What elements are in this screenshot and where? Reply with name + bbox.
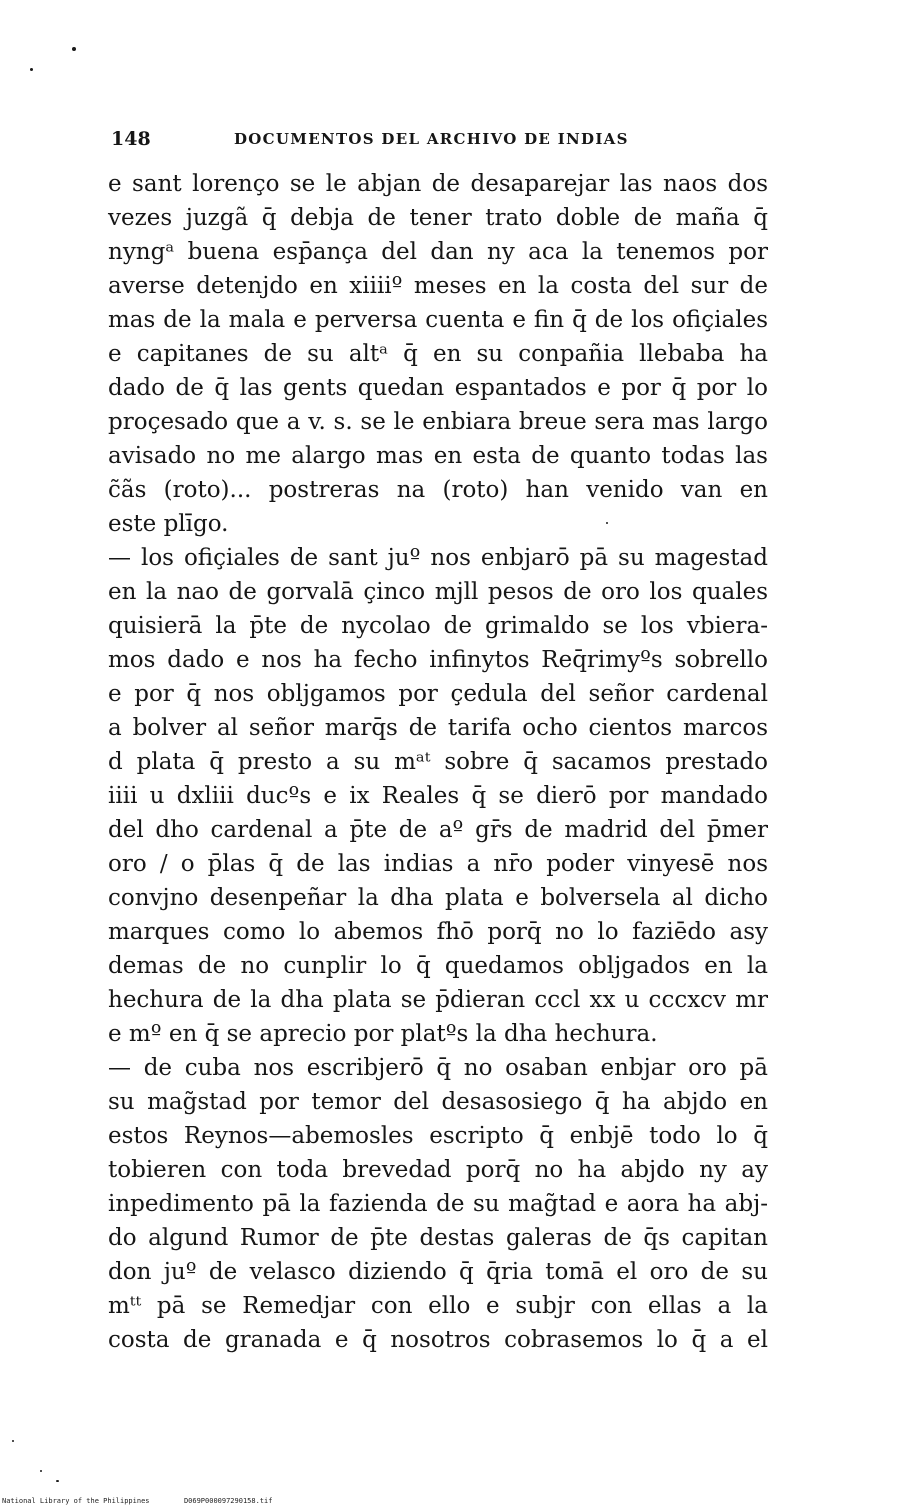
text-line: proçesado que a v. s. se le enbiara breue sera mas largo bbox=[108, 409, 768, 435]
text-line: este plīgo. bbox=[108, 511, 229, 537]
text-line: a bolver al señor marq̄s de tarifa ocho cientos marcos bbox=[108, 715, 768, 741]
scan-speck bbox=[12, 1440, 14, 1442]
text-line: e por q̄ nos obljgamos por çedula del señor cardenal bbox=[108, 681, 768, 707]
scan-speck bbox=[606, 522, 608, 524]
file-id: D069P000097290158.tif bbox=[183, 1497, 273, 1505]
text-line: iiii u dxliii ducºs e ix Reales q̄ se dierō por mandado bbox=[108, 783, 768, 809]
text-line: convjno desenpeñar la dha plata e bolversela al dicho bbox=[108, 885, 768, 911]
text-line: avisado no me alargo mas en esta de quanto todas las bbox=[108, 443, 768, 469]
text-line: tobieren con toda brevedad porq̄ no ha abjdo ny ay bbox=[108, 1157, 768, 1183]
body-text bbox=[108, 167, 768, 1357]
text-line: e mº en q̄ se aprecio por platºs la dha hechura. bbox=[108, 1021, 658, 1047]
scan-speck bbox=[30, 68, 33, 71]
text-line: c̃ãs (roto)... postreras na (roto) han venido van en bbox=[108, 477, 768, 503]
library-stamp: National Library of the Philippines bbox=[2, 1497, 150, 1505]
scan-speck bbox=[72, 47, 76, 51]
text-line: inpedimento pā la fazienda de su mag̃tad e aora ha abj- bbox=[108, 1191, 768, 1217]
text-line: del dho cardenal a p̄te de aº gr̄s de madrid del p̄mer bbox=[108, 817, 768, 843]
text-line: estos Reynos—abemosles escripto q̄ enbjē todo lo q̄ bbox=[108, 1123, 768, 1149]
text-line: en la nao de gorvalā çinco mjll pesos de oro los quales bbox=[108, 579, 768, 605]
text-line: su mag̃stad por temor del desasosiego q̄ ha abjdo en bbox=[108, 1089, 768, 1115]
scan-footer bbox=[2, 1497, 272, 1505]
text-line: e sant lorenço se le abjan de desaparejar las naos dos bbox=[108, 171, 768, 197]
text-line: oro / o p̄las q̄ de las indias a nr̄o poder vinyesē nos bbox=[108, 851, 768, 877]
text-line: mos dado e nos ha fecho infinytos Req̄rimyºs sobrello bbox=[108, 647, 768, 673]
text-line: — los ofiçiales de sant juº nos enbjarō pā su magestad bbox=[108, 545, 768, 571]
text-line: hechura de la dha plata se p̄dieran cccl xx u cccxcv mr bbox=[108, 987, 768, 1013]
text-line: costa de granada e q̄ nosotros cobrasemos lo q̄ a el bbox=[108, 1327, 768, 1353]
text-line: d plata q̄ presto a su mᵃᵗ sobre q̄ sacamos prestado bbox=[108, 749, 768, 775]
page-number: 148 bbox=[111, 128, 151, 150]
text-line: nyngᵃ buena esp̄ança del dan ny aca la tenemos por bbox=[108, 239, 768, 265]
text-line: mas de la mala e perversa cuenta e fin q̄ de los ofiçiales bbox=[108, 307, 768, 333]
running-title: DOCUMENTOS DEL ARCHIVO DE INDIAS bbox=[234, 130, 629, 148]
scan-speck bbox=[56, 1480, 59, 1482]
text-line: don juº de velasco diziendo q̄ q̄ria tomā el oro de su bbox=[108, 1259, 768, 1285]
scan-speck bbox=[40, 1470, 42, 1472]
text-line: dado de q̄ las gents quedan espantados e por q̄ por lo bbox=[108, 375, 768, 401]
text-line: — de cuba nos escribjerō q̄ no osaban enbjar oro pā bbox=[108, 1055, 768, 1081]
text-line: marques como lo abemos fhō porq̄ no lo faziēdo asy bbox=[108, 919, 768, 945]
text-line: do algund Rumor de p̄te destas galeras de q̄s capitan bbox=[108, 1225, 768, 1251]
text-line: averse detenjdo en xiiiiº meses en la costa del sur de bbox=[108, 273, 768, 299]
text-line: quisierā la p̄te de nycolao de grimaldo se los vbiera- bbox=[108, 613, 768, 639]
text-line: demas de no cunplir lo q̄ quedamos obljgados en la bbox=[108, 953, 768, 979]
text-line: mᵗᵗ pā se Remedjar con ello e subjr con ellas a la bbox=[108, 1293, 768, 1319]
text-line: e capitanes de su altᵃ q̄ en su conpañia llebaba ha bbox=[108, 341, 768, 367]
text-line: vezes juzgã q̄ debja de tener trato doble de maña q̄ bbox=[108, 205, 768, 231]
